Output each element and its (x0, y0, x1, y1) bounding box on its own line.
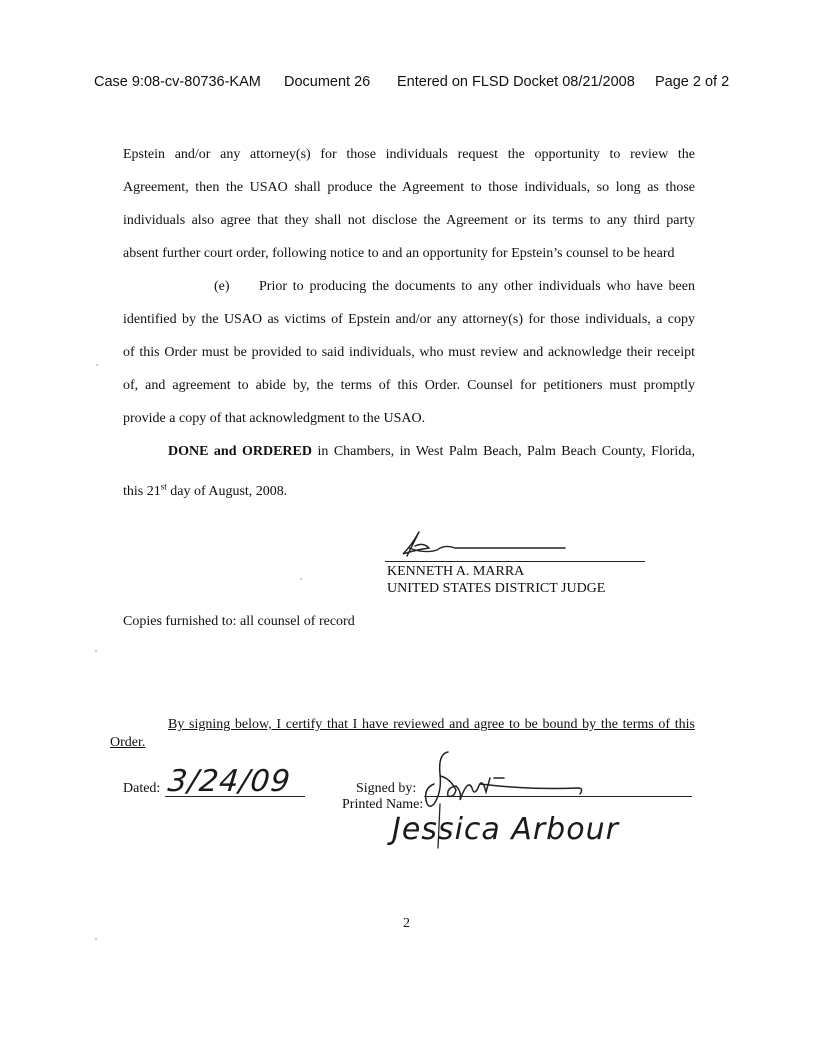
text-line: of this Order must be provided to said individuals, who must review and acknowledge their receipt (123, 345, 695, 360)
printed-name-handwritten: Jessica Arbour (392, 812, 619, 847)
text-line: provide a copy of that acknowledgment to the USAO. (123, 411, 426, 426)
scan-speck (95, 938, 97, 940)
dated-handwritten: 3/24/09 (166, 764, 293, 799)
done-and-ordered (123, 444, 695, 460)
judge-signature-line (385, 561, 645, 562)
judge-title: UNITED STATES DISTRICT JUDGE (387, 581, 606, 596)
judge-name: KENNETH A. MARRA (387, 564, 525, 579)
signed-by-label: Signed by: (356, 781, 417, 796)
text-line: Prior to producing the documents to any other individuals who have been (259, 279, 695, 294)
text-line: Agreement, then the USAO shall produce the Agreement to those individuals, so long as those (123, 180, 695, 195)
text-line: identified by the USAO as victims of Epstein and/or any attorney(s) for those individuals, a copy (123, 312, 695, 327)
copies-furnished: Copies furnished to: all counsel of record (123, 614, 355, 629)
certification-line-2: Order. (110, 735, 146, 750)
docket-entry: Entered on FLSD Docket 08/21/2008 (397, 74, 635, 90)
scan-speck (96, 364, 98, 366)
page-indicator: Page 2 of 2 (655, 74, 730, 90)
document-number: Document 26 (284, 74, 371, 90)
dated-label: Dated: (123, 781, 161, 796)
case-number: Case 9:08-cv-80736-KAM (94, 74, 261, 90)
printed-name-label: Printed Name: (342, 797, 424, 812)
paragraph-e-first-line (123, 270, 695, 303)
paragraph-continuation (123, 138, 695, 270)
judge-signature (385, 524, 645, 564)
scan-speck (95, 650, 97, 652)
dated-line (165, 796, 305, 797)
order-date: this 21st day of August, 2008. (123, 481, 288, 499)
text-line: individuals also agree that they shall not disclose the Agreement or its terms to any third party (123, 213, 695, 228)
page-number: 2 (403, 916, 410, 931)
judge-block (387, 563, 605, 597)
scan-speck (300, 578, 302, 580)
paragraph-e (123, 270, 695, 435)
text-line: absent further court order, following notice to and an opportunity for Epstein’s counsel to be heard (123, 246, 675, 261)
text-line: of, and agreement to abide by, the terms of this Order. Counsel for petitioners must promptly (123, 378, 695, 393)
text-line: Epstein and/or any attorney(s) for those individuals request the opportunity to review the (123, 147, 695, 162)
certification (110, 716, 695, 752)
done-bold: DONE and ORDERED (168, 444, 312, 459)
done-rest: in Chambers, in West Palm Beach, Palm Beach County, Florida, (312, 444, 696, 459)
paragraph-e-label: (e) (214, 279, 230, 294)
certification-line-1: By signing below, I certify that I have reviewed and agree to be bound by the terms of this (168, 717, 695, 732)
